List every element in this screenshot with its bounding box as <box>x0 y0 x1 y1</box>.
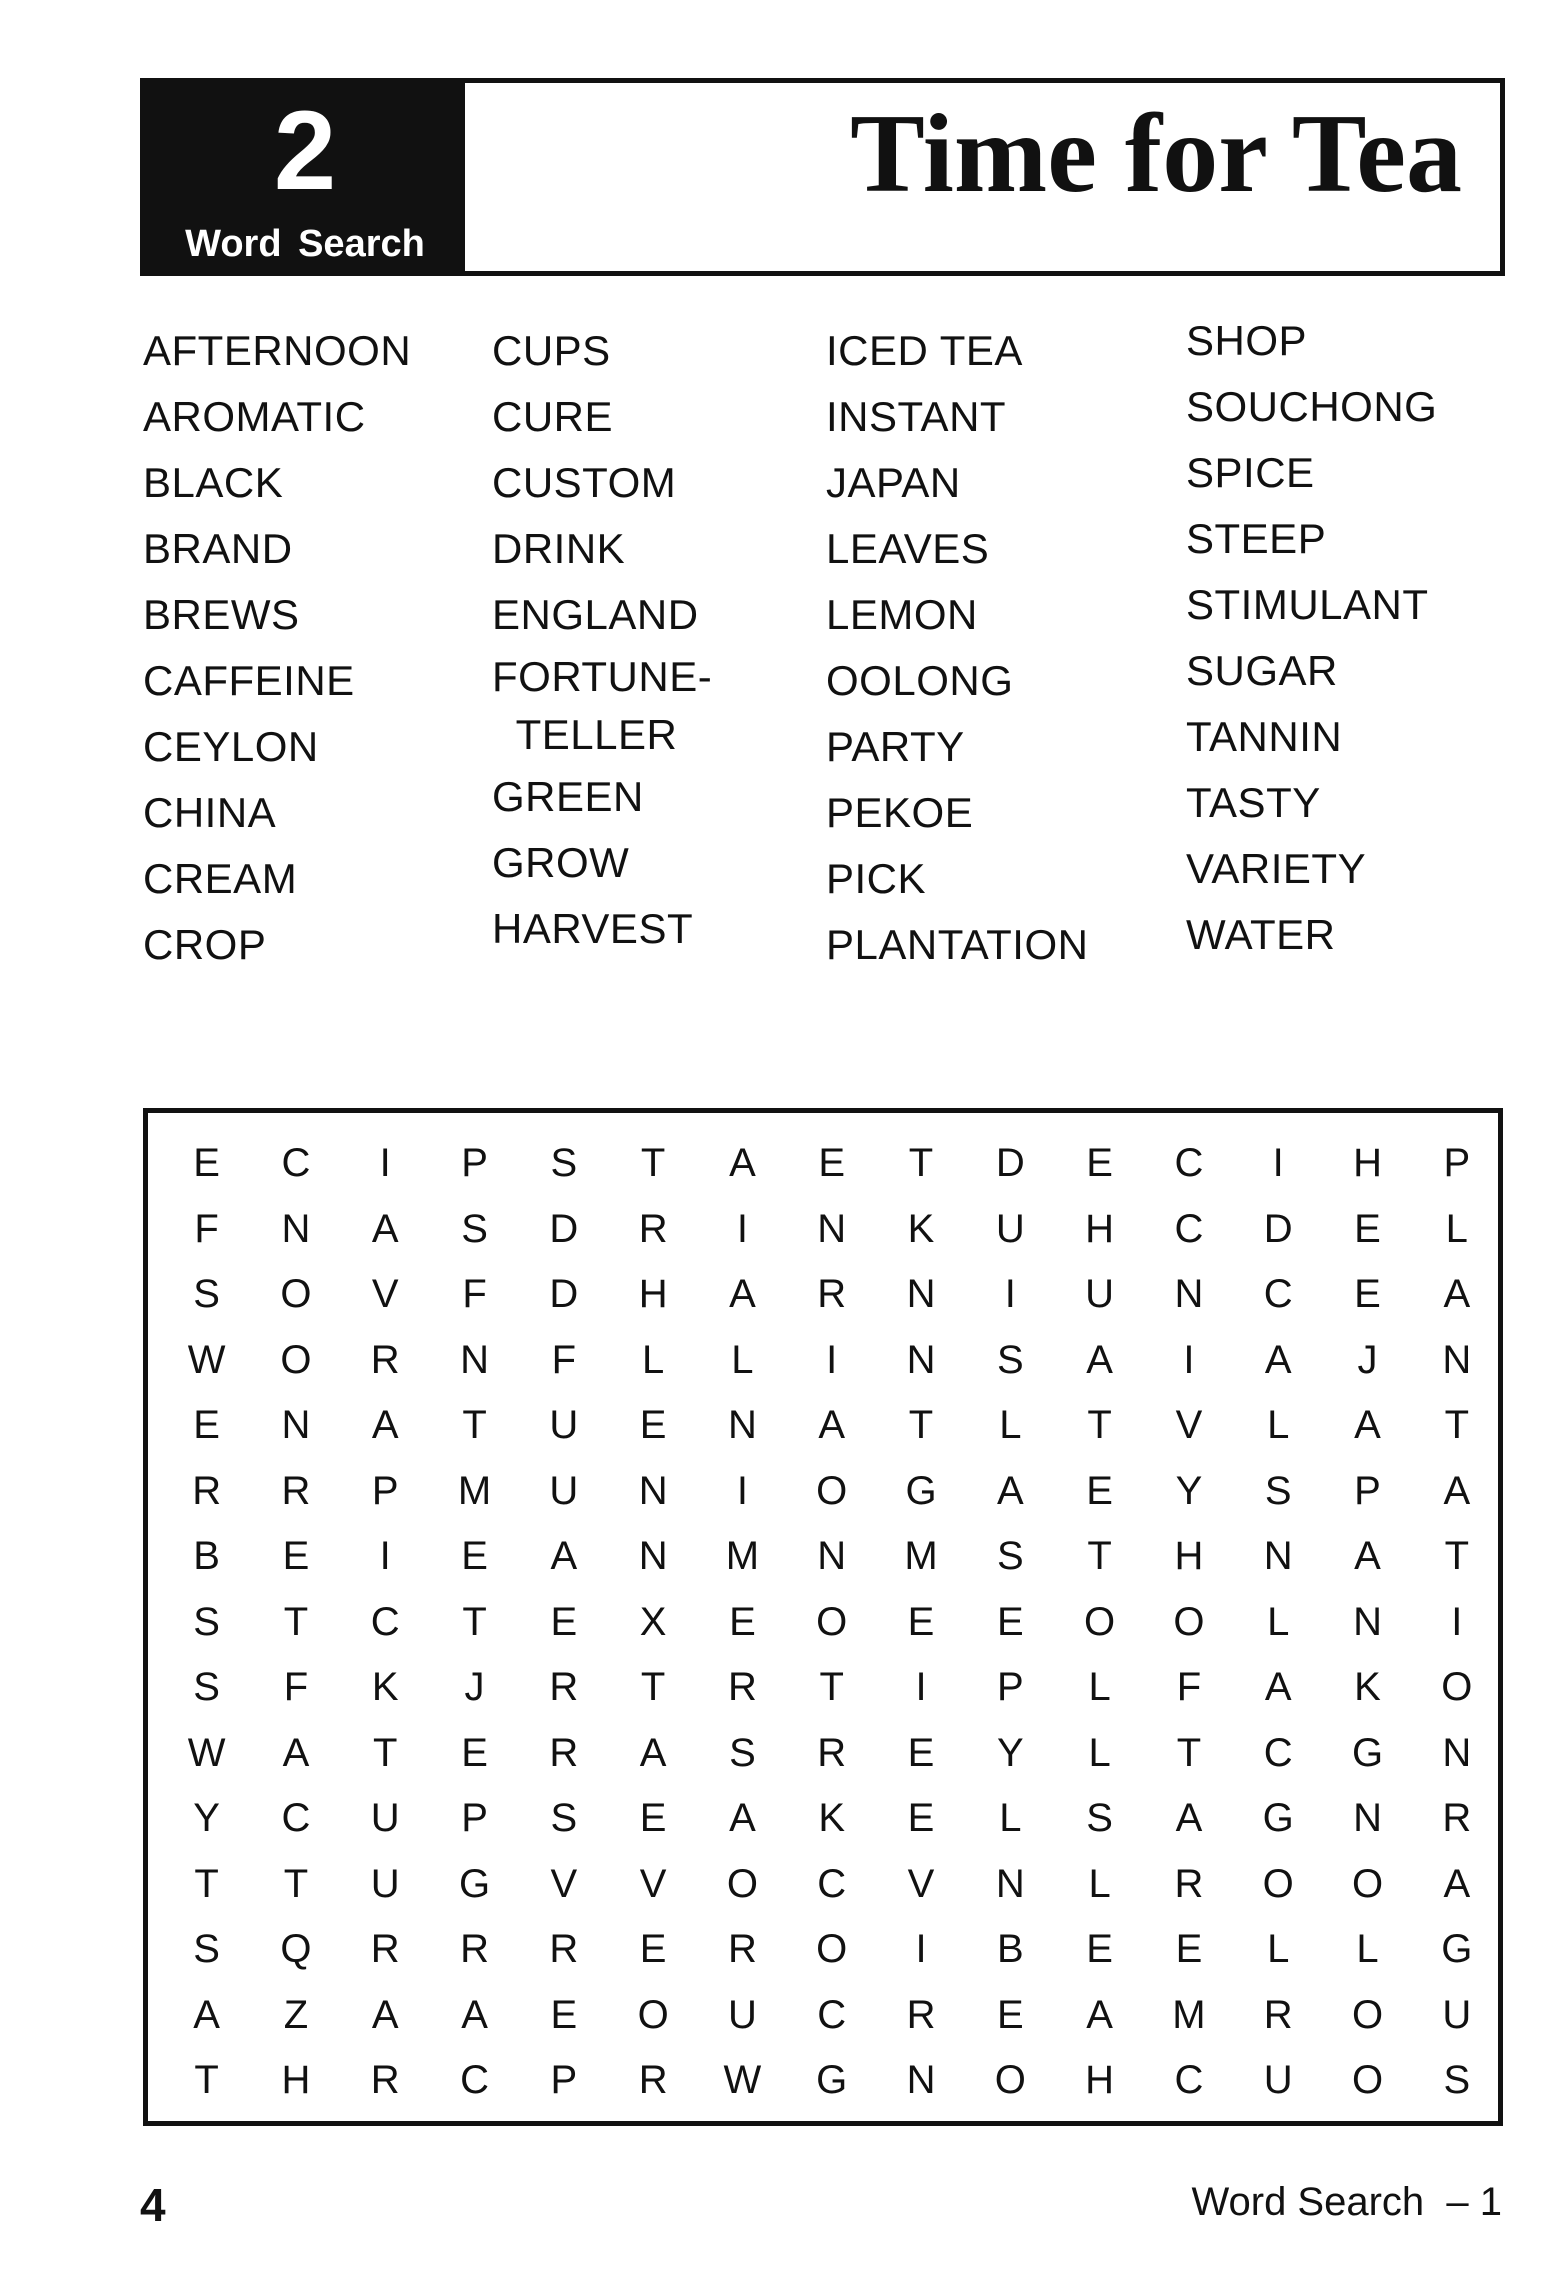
grid-cell[interactable]: T <box>1176 1730 1202 1775</box>
grid-cell[interactable]: R <box>370 2058 400 2102</box>
grid-cell[interactable]: M <box>725 1534 760 1578</box>
grid-cell[interactable]: R <box>1174 1861 1204 1906</box>
grid-cell[interactable]: L <box>999 1796 1022 1840</box>
word-item: GREEN <box>492 773 644 820</box>
grid-cell[interactable]: A <box>193 1992 220 2037</box>
grid-cell[interactable]: N <box>281 1403 311 1447</box>
word-item: CUPS <box>492 327 611 374</box>
word-item: PLANTATION <box>826 921 1089 968</box>
grid-cell[interactable]: K <box>371 1665 399 1709</box>
grid-cell[interactable]: S <box>550 1141 578 1185</box>
grid-cell[interactable]: Z <box>283 1992 309 2037</box>
grid-cell[interactable]: T <box>194 1861 219 1906</box>
word-item: HARVEST <box>492 905 694 952</box>
grid-cell[interactable]: S <box>193 1927 220 1971</box>
grid-cell[interactable]: I <box>915 1927 927 1971</box>
grid-cell[interactable]: E <box>639 1927 667 1971</box>
grid-cell[interactable]: C <box>281 1141 311 1185</box>
grid-cell[interactable]: R <box>370 1337 400 1382</box>
grid-cell[interactable]: L <box>1088 1730 1111 1775</box>
puzzle-type-label: Word Search <box>185 223 425 265</box>
word-item: BRAND <box>143 525 293 572</box>
word-item: INSTANT <box>826 393 1007 440</box>
grid-cell[interactable]: T <box>1087 1403 1112 1447</box>
grid-cell[interactable]: H <box>638 1272 668 1316</box>
grid-cell[interactable]: L <box>1267 1599 1290 1644</box>
grid-cell[interactable]: R <box>192 1468 222 1513</box>
grid-cell[interactable]: D <box>995 1141 1025 1185</box>
grid-cell[interactable]: I <box>379 1141 391 1185</box>
grid-cell[interactable]: U <box>1085 1272 1115 1316</box>
grid-cell[interactable]: V <box>550 1861 578 1906</box>
grid-cell[interactable]: A <box>371 1992 399 2037</box>
grid-cell[interactable]: L <box>1356 1927 1379 1971</box>
grid-cell[interactable]: E <box>639 1403 667 1447</box>
grid-cell[interactable]: B <box>193 1534 220 1578</box>
grid-cell[interactable]: U <box>549 1403 579 1447</box>
grid-cell[interactable]: T <box>373 1730 398 1775</box>
word-item: SHOP <box>1186 317 1308 364</box>
grid-cell[interactable]: M <box>457 1468 492 1513</box>
grid-cell[interactable]: T <box>1444 1403 1470 1447</box>
word-item: FORTUNE- TELLER <box>492 653 713 758</box>
grid-cell[interactable]: U <box>1263 2058 1293 2102</box>
grid-cell[interactable]: A <box>1354 1403 1381 1447</box>
grid-cell[interactable]: H <box>281 2058 311 2102</box>
word-item: JAPAN <box>826 459 961 506</box>
grid-cell[interactable]: U <box>370 1796 400 1840</box>
grid-cell[interactable]: G <box>458 1861 491 1906</box>
grid-cell[interactable]: G <box>1262 1796 1294 1840</box>
word-item: SOUCHONG <box>1186 383 1438 430</box>
grid-cell[interactable]: C <box>460 2058 489 2102</box>
word-search-grid-box <box>143 1108 1503 2126</box>
grid-cell[interactable]: I <box>915 1665 927 1709</box>
grid-cell[interactable]: S <box>550 1796 578 1840</box>
word-item: CUSTOM <box>492 459 677 506</box>
grid-cell[interactable]: O <box>1262 1861 1294 1906</box>
grid-cell[interactable]: E <box>1086 1927 1113 1971</box>
grid-cell[interactable]: C <box>281 1796 311 1840</box>
grid-cell[interactable]: V <box>907 1861 935 1906</box>
word-item: LEAVES <box>826 525 990 572</box>
grid-cell[interactable]: I <box>1451 1599 1463 1644</box>
grid-cell[interactable]: O <box>1351 1992 1384 2037</box>
grid-cell[interactable]: U <box>727 1992 757 2037</box>
grid-cell[interactable]: E <box>818 1141 846 1185</box>
grid-cell[interactable]: O <box>994 2058 1026 2102</box>
word-item: ENGLAND <box>492 591 699 638</box>
grid-cell[interactable]: E <box>907 1599 935 1644</box>
grid-cell[interactable]: R <box>727 1665 757 1709</box>
grid-cell[interactable]: E <box>907 1796 935 1840</box>
grid-cell[interactable]: E <box>193 1403 220 1447</box>
grid-cell[interactable]: L <box>1267 1403 1290 1447</box>
page-number: 4 <box>140 2179 166 2231</box>
grid-cell[interactable]: T <box>640 1141 666 1185</box>
grid-cell[interactable]: E <box>996 1599 1024 1644</box>
word-item: LEMON <box>826 591 978 638</box>
grid-cell[interactable]: E <box>1354 1272 1381 1316</box>
grid-cell[interactable]: P <box>371 1468 399 1513</box>
word-item: PEKOE <box>826 789 974 836</box>
grid-cell[interactable]: L <box>731 1337 754 1382</box>
grid-cell[interactable]: W <box>187 1337 226 1382</box>
grid-cell[interactable]: T <box>1444 1534 1470 1578</box>
grid-cell[interactable]: R <box>906 1992 936 2037</box>
grid-cell[interactable]: P <box>1354 1468 1381 1513</box>
grid-cell[interactable]: L <box>1445 1206 1468 1251</box>
grid-cell[interactable]: A <box>1264 1665 1292 1709</box>
word-item: CEYLON <box>143 723 319 770</box>
grid-cell[interactable]: R <box>1442 1796 1472 1840</box>
grid-cell[interactable]: G <box>816 2058 848 2102</box>
grid-cell[interactable]: N <box>1353 1599 1382 1644</box>
grid-cell[interactable]: S <box>193 1599 220 1644</box>
grid-cell[interactable]: R <box>549 1730 579 1775</box>
grid-cell[interactable]: S <box>996 1337 1024 1382</box>
grid-cell[interactable]: W <box>187 1730 226 1775</box>
word-item: GROW <box>492 839 630 886</box>
word-item: CHINA <box>143 789 277 836</box>
grid-cell[interactable]: N <box>1263 1534 1293 1578</box>
grid-cell[interactable]: T <box>908 1403 934 1447</box>
grid-cell[interactable]: N <box>1442 1337 1472 1382</box>
grid-cell[interactable]: A <box>1086 1992 1113 2037</box>
word-item: VARIETY <box>1186 845 1367 892</box>
grid-cell[interactable]: I <box>826 1337 838 1382</box>
grid-cell[interactable]: S <box>193 1272 220 1316</box>
grid-cell[interactable]: E <box>1354 1206 1381 1251</box>
grid-cell[interactable]: V <box>1175 1403 1203 1447</box>
grid-cell[interactable]: A <box>996 1468 1024 1513</box>
grid-cell[interactable]: B <box>996 1927 1024 1971</box>
grid-cell[interactable]: I <box>379 1534 391 1578</box>
grid-cell[interactable]: V <box>639 1861 667 1906</box>
grid-cell[interactable]: S <box>461 1206 488 1251</box>
grid-cell[interactable]: N <box>638 1468 668 1513</box>
grid-cell[interactable]: A <box>282 1730 310 1775</box>
grid-cell[interactable]: I <box>736 1206 748 1251</box>
grid-cell[interactable]: N <box>906 2058 936 2102</box>
grid-cell[interactable]: I <box>1183 1337 1195 1382</box>
grid-cell[interactable]: L <box>642 1337 665 1382</box>
word-item: TASTY <box>1186 779 1321 826</box>
grid-cell[interactable]: L <box>999 1403 1022 1447</box>
grid-cell[interactable]: T <box>283 1861 309 1906</box>
grid-cell[interactable]: K <box>818 1796 846 1840</box>
grid-cell[interactable]: L <box>1088 1861 1111 1906</box>
word-item: ICED TEA <box>826 327 1023 374</box>
word-item: BLACK <box>143 459 284 506</box>
grid-cell[interactable]: P <box>461 1796 488 1840</box>
grid-cell[interactable]: I <box>1272 1141 1284 1185</box>
grid-cell[interactable]: H <box>1085 2058 1115 2102</box>
grid-cell[interactable]: O <box>816 1927 848 1971</box>
grid-cell[interactable]: E <box>996 1992 1024 2037</box>
grid-cell[interactable]: O <box>1441 1665 1473 1709</box>
puzzle-title: Time for Tea <box>850 92 1462 216</box>
grid-cell[interactable]: O <box>816 1599 848 1644</box>
grid-cell[interactable]: S <box>996 1534 1024 1578</box>
word-item: STEEP <box>1186 515 1327 562</box>
grid-cell[interactable]: A <box>1086 1337 1113 1382</box>
grid-cell[interactable]: U <box>1442 1992 1472 2037</box>
grid-cell[interactable]: A <box>729 1272 756 1316</box>
grid-cell[interactable]: X <box>639 1599 667 1644</box>
grid-cell[interactable]: G <box>1351 1730 1384 1775</box>
grid-cell[interactable]: T <box>462 1599 487 1644</box>
grid-cell[interactable]: E <box>461 1534 488 1578</box>
grid-cell[interactable]: O <box>637 1992 669 2037</box>
word-item: SPICE <box>1186 449 1315 496</box>
grid-cell[interactable]: H <box>1353 1141 1382 1185</box>
grid-cell[interactable]: N <box>906 1272 936 1316</box>
grid-cell[interactable]: I <box>1004 1272 1016 1316</box>
grid-cell[interactable]: M <box>1172 1992 1206 2037</box>
grid-cell[interactable]: R <box>549 1927 579 1971</box>
grid-cell[interactable]: E <box>550 1992 578 2037</box>
grid-cell[interactable]: A <box>1264 1337 1292 1382</box>
grid-cell[interactable]: Q <box>280 1927 312 1971</box>
grid-cell[interactable]: N <box>460 1337 489 1382</box>
grid-cell[interactable]: R <box>727 1927 757 1971</box>
grid-cell[interactable]: A <box>729 1796 756 1840</box>
grid-cell[interactable]: C <box>1174 1141 1204 1185</box>
grid-cell[interactable]: U <box>549 1468 579 1513</box>
word-item: SUGAR <box>1186 647 1338 694</box>
grid-cell[interactable]: J <box>464 1665 485 1709</box>
grid-cell[interactable]: N <box>995 1861 1025 1906</box>
word-item: CROP <box>143 921 267 968</box>
grid-cell[interactable]: L <box>1267 1927 1290 1971</box>
grid-cell[interactable]: Y <box>1175 1468 1203 1513</box>
word-item: CURE <box>492 393 614 440</box>
grid-cell[interactable]: P <box>550 2058 578 2102</box>
grid-cell[interactable]: J <box>1357 1337 1378 1382</box>
grid-cell[interactable]: C <box>1263 1272 1293 1316</box>
grid-cell[interactable]: R <box>638 1206 668 1251</box>
grid-cell[interactable]: E <box>461 1730 488 1775</box>
grid-cell[interactable]: D <box>1263 1206 1293 1251</box>
grid-cell[interactable]: A <box>818 1403 846 1447</box>
word-column-3 <box>826 318 1088 978</box>
grid-cell[interactable]: P <box>996 1665 1024 1709</box>
grid-cell[interactable]: N <box>1353 1796 1382 1840</box>
grid-cell[interactable]: R <box>370 1927 400 1971</box>
word-item: AROMATIC <box>143 393 366 440</box>
grid-cell[interactable]: A <box>461 1992 488 2037</box>
grid-cell[interactable]: K <box>1354 1665 1381 1709</box>
grid-cell[interactable]: R <box>460 1927 489 1971</box>
grid-cell[interactable]: W <box>723 2058 762 2102</box>
grid-cell[interactable]: E <box>729 1599 756 1644</box>
footer-label: Word Search – 1 <box>1191 2180 1502 2224</box>
word-item: CREAM <box>143 855 298 902</box>
word-column-4 <box>1186 308 1437 968</box>
word-column-2 <box>492 318 712 962</box>
grid-cell[interactable]: S <box>193 1665 220 1709</box>
grid-cell[interactable]: A <box>639 1730 667 1775</box>
grid-cell[interactable]: O <box>1351 1861 1384 1906</box>
word-item: PARTY <box>826 723 965 770</box>
grid-cell[interactable]: C <box>370 1599 400 1644</box>
grid-cell[interactable]: E <box>193 1141 220 1185</box>
grid-cell[interactable]: N <box>638 1534 668 1578</box>
word-item: BREWS <box>143 591 300 638</box>
grid-cell[interactable]: N <box>727 1403 757 1447</box>
grid-cell[interactable]: H <box>1085 1206 1115 1251</box>
grid-cell[interactable]: R <box>549 1665 579 1709</box>
grid-cell[interactable]: C <box>817 1992 847 2037</box>
grid-cell[interactable]: C <box>817 1861 847 1906</box>
grid-cell[interactable]: T <box>819 1665 844 1709</box>
grid-cell[interactable]: A <box>729 1141 756 1185</box>
grid-cell[interactable]: A <box>1443 1861 1471 1906</box>
grid-cell[interactable]: O <box>1084 1599 1116 1644</box>
grid-cell[interactable]: R <box>817 1272 847 1316</box>
word-item: AFTERNOON <box>143 327 412 374</box>
word-item: PICK <box>826 855 927 902</box>
grid-cell[interactable]: O <box>280 1272 312 1316</box>
grid-cell[interactable]: A <box>371 1206 399 1251</box>
grid-cell[interactable]: T <box>462 1403 487 1447</box>
grid-cell[interactable]: G <box>905 1468 937 1513</box>
grid-cell[interactable]: R <box>281 1468 311 1513</box>
word-item: WATER <box>1186 911 1336 958</box>
grid-cell[interactable]: A <box>1354 1534 1381 1578</box>
letter-grid <box>162 1131 1501 2114</box>
grid-cell[interactable]: A <box>1443 1272 1471 1316</box>
grid-cell[interactable]: N <box>1442 1730 1472 1775</box>
grid-cell[interactable]: S <box>1086 1796 1113 1840</box>
word-item: STIMULANT <box>1186 581 1429 628</box>
grid-cell[interactable]: R <box>1263 1992 1293 2037</box>
grid-cell[interactable]: V <box>371 1272 399 1316</box>
grid-cell[interactable]: E <box>1086 1141 1113 1185</box>
grid-cell[interactable]: P <box>1443 1141 1471 1185</box>
grid-cell[interactable]: O <box>1351 2058 1384 2102</box>
grid-cell[interactable]: R <box>817 1730 847 1775</box>
grid-cell[interactable]: A <box>371 1403 399 1447</box>
grid-cell[interactable]: T <box>283 1599 309 1644</box>
grid-cell[interactable]: E <box>1086 1468 1113 1513</box>
word-item: DRINK <box>492 525 626 572</box>
grid-cell[interactable]: O <box>726 1861 758 1906</box>
grid-cell[interactable]: U <box>370 1861 400 1906</box>
word-list <box>140 318 1505 978</box>
grid-cell[interactable]: D <box>549 1272 579 1316</box>
grid-cell[interactable]: K <box>907 1206 935 1251</box>
grid-cell[interactable]: S <box>729 1730 756 1775</box>
grid-cell[interactable]: F <box>1176 1665 1202 1709</box>
grid-cell[interactable]: Y <box>996 1730 1024 1775</box>
grid-cell[interactable]: T <box>1087 1534 1112 1578</box>
grid-cell[interactable]: A <box>1175 1796 1203 1840</box>
grid-cell[interactable]: N <box>281 1206 311 1251</box>
grid-cell[interactable]: T <box>908 1141 934 1185</box>
grid-cell[interactable]: E <box>550 1599 578 1644</box>
grid-cell[interactable]: H <box>1174 1534 1204 1578</box>
word-item: CAFFEINE <box>143 657 355 704</box>
grid-cell[interactable]: S <box>1264 1468 1292 1513</box>
grid-cell[interactable]: D <box>549 1206 579 1251</box>
grid-cell[interactable]: F <box>462 1272 487 1316</box>
grid-cell[interactable]: A <box>1443 1468 1471 1513</box>
grid-cell[interactable]: U <box>995 1206 1025 1251</box>
grid-cell[interactable]: O <box>1173 1599 1205 1644</box>
grid-cell[interactable]: N <box>817 1206 847 1251</box>
grid-cell[interactable]: Y <box>193 1796 220 1840</box>
grid-cell[interactable]: C <box>1174 1206 1204 1251</box>
grid-cell[interactable]: F <box>283 1665 309 1709</box>
grid-cell[interactable]: F <box>551 1337 577 1382</box>
grid-cell[interactable]: L <box>1088 1665 1111 1709</box>
grid-cell[interactable]: E <box>639 1796 667 1840</box>
grid-cell[interactable]: E <box>282 1534 310 1578</box>
grid-cell[interactable]: M <box>904 1534 938 1578</box>
grid-cell[interactable]: E <box>1175 1927 1203 1971</box>
grid-cell[interactable]: E <box>907 1730 935 1775</box>
grid-cell[interactable]: R <box>638 2058 668 2102</box>
grid-cell[interactable]: T <box>194 2058 219 2102</box>
grid-cell[interactable]: N <box>817 1534 847 1578</box>
grid-cell[interactable]: T <box>640 1665 666 1709</box>
word-item: TANNIN <box>1186 713 1343 760</box>
word-column-1 <box>143 318 411 978</box>
grid-cell[interactable]: S <box>1443 2058 1471 2102</box>
grid-cell[interactable]: P <box>461 1141 488 1185</box>
grid-cell[interactable]: O <box>280 1337 312 1382</box>
word-item: OOLONG <box>826 657 1014 704</box>
grid-cell[interactable]: C <box>1174 2058 1204 2102</box>
grid-cell[interactable]: O <box>816 1468 848 1513</box>
puzzle-header <box>140 78 1505 276</box>
grid-cell[interactable]: F <box>194 1206 219 1251</box>
puzzle-number: 2 <box>273 88 337 213</box>
grid-cell[interactable]: I <box>736 1468 748 1513</box>
grid-cell[interactable]: N <box>1174 1272 1204 1316</box>
puzzle-badge <box>145 83 465 271</box>
grid-cell[interactable]: C <box>1263 1730 1293 1775</box>
grid-cell[interactable]: G <box>1441 1927 1473 1971</box>
grid-cell[interactable]: N <box>906 1337 936 1382</box>
grid-cell[interactable]: A <box>550 1534 578 1578</box>
